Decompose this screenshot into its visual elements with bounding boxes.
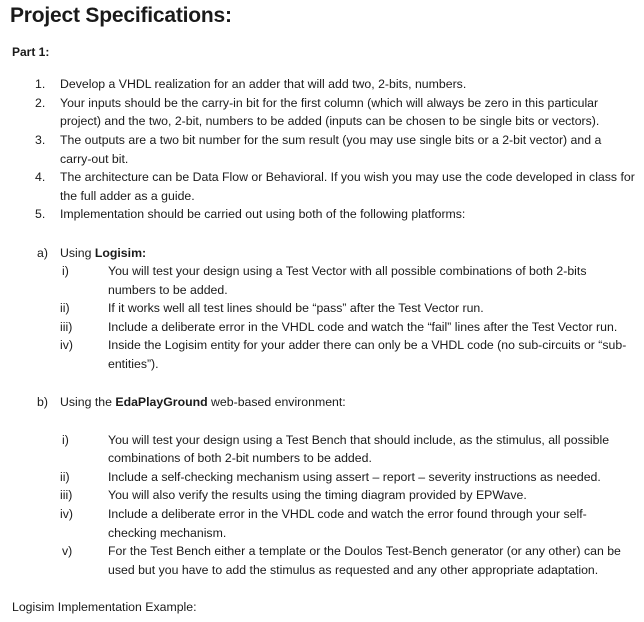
list-line: Your inputs should be the carry-in bit for the first column (which will always be zero in this particular (60, 96, 599, 110)
section-heading-bold: Logisim: (94, 246, 147, 260)
list-number: 1. (35, 77, 46, 91)
sublist-number: iv) (60, 507, 73, 521)
sublist-number: i) (62, 264, 69, 278)
sublist-line: You will test your design using a Test Bench that should include, as the stimulus, all possible (108, 433, 610, 447)
sublist-number: ii) (60, 470, 70, 484)
footer-caption: Logisim Implementation Example: (12, 600, 197, 614)
list-line: The outputs are a two bit number for the sum result (you may use single bits or a 2-bit vector) and a (60, 133, 602, 147)
sublist-line: For the Test Bench either a template or the Doulos Test-Bench generator (or any other) can be (108, 544, 621, 558)
sublist-line: Include a deliberate error in the VHDL code and watch the error found through your self- (108, 507, 587, 521)
section-heading-bold: EdaPlayGround (115, 395, 208, 409)
sublist-line: If it works well all test lines should be “pass” after the Test Vector run. (108, 301, 484, 315)
sublist-line: You will also verify the results using the timing diagram provided by EPWave. (108, 488, 527, 502)
list-number: 3. (35, 133, 46, 147)
list-line: Implementation should be carried out using both of the following platforms: (60, 207, 466, 221)
section-heading-suffix: web-based environment: (207, 395, 346, 409)
sublist-line: Include a self-checking mechanism using assert – report – severity instructions as needed. (108, 470, 601, 484)
sublist-line: You will test your design using a Test Vector with all possible combinations of both 2-bits (108, 264, 587, 278)
list-line: carry-out bit. (60, 152, 129, 166)
sublist-number: iii) (60, 320, 73, 334)
list-number: 5. (35, 207, 46, 221)
section-letter: b) (37, 395, 48, 409)
section-letter: a) (37, 246, 48, 260)
sublist-line: Include a deliberate error in the VHDL code and watch the “fail” lines after the Test Vector run. (108, 320, 618, 334)
sublist-line: Inside the Logisim entity for your adder there can only be a VHDL code (no sub-circuits or “sub- (108, 338, 627, 352)
list-line: Develop a VHDL realization for an adder that will add two, 2-bits, numbers. (60, 77, 467, 91)
section-heading-prefix: Using (60, 246, 95, 260)
list-line: project) and the two, 2-bit, numbers to be added (inputs can be chosen to be single bits or vectors). (60, 114, 600, 128)
part-label: Part 1: (12, 45, 50, 59)
section-heading (60, 393, 346, 412)
list-line: The architecture can be Data Flow or Behavioral. If you wish you may use the code developed in class for (60, 170, 635, 184)
sublist-line: checking mechanism. (108, 526, 227, 540)
sublist-line: used but you have to add the stimulus as requested and any other appropriate adaptation. (108, 563, 599, 577)
section-heading (60, 244, 146, 263)
sublist-number: v) (62, 544, 73, 558)
sublist-line: numbers to be added. (108, 283, 228, 297)
sublist-number: ii) (60, 301, 70, 315)
sublist-number: i) (62, 433, 69, 447)
section-heading-prefix: Using the (60, 395, 116, 409)
sublist-number: iii) (60, 488, 73, 502)
list-number: 4. (35, 170, 46, 184)
sublist-line: combinations of both 2-bit numbers to be added. (108, 451, 372, 465)
sublist-line: entities”). (108, 357, 159, 371)
sublist-number: iv) (60, 338, 73, 352)
list-number: 2. (35, 96, 46, 110)
page-title: Project Specifications: (10, 4, 232, 27)
list-line: the full adder as a guide. (60, 189, 195, 203)
